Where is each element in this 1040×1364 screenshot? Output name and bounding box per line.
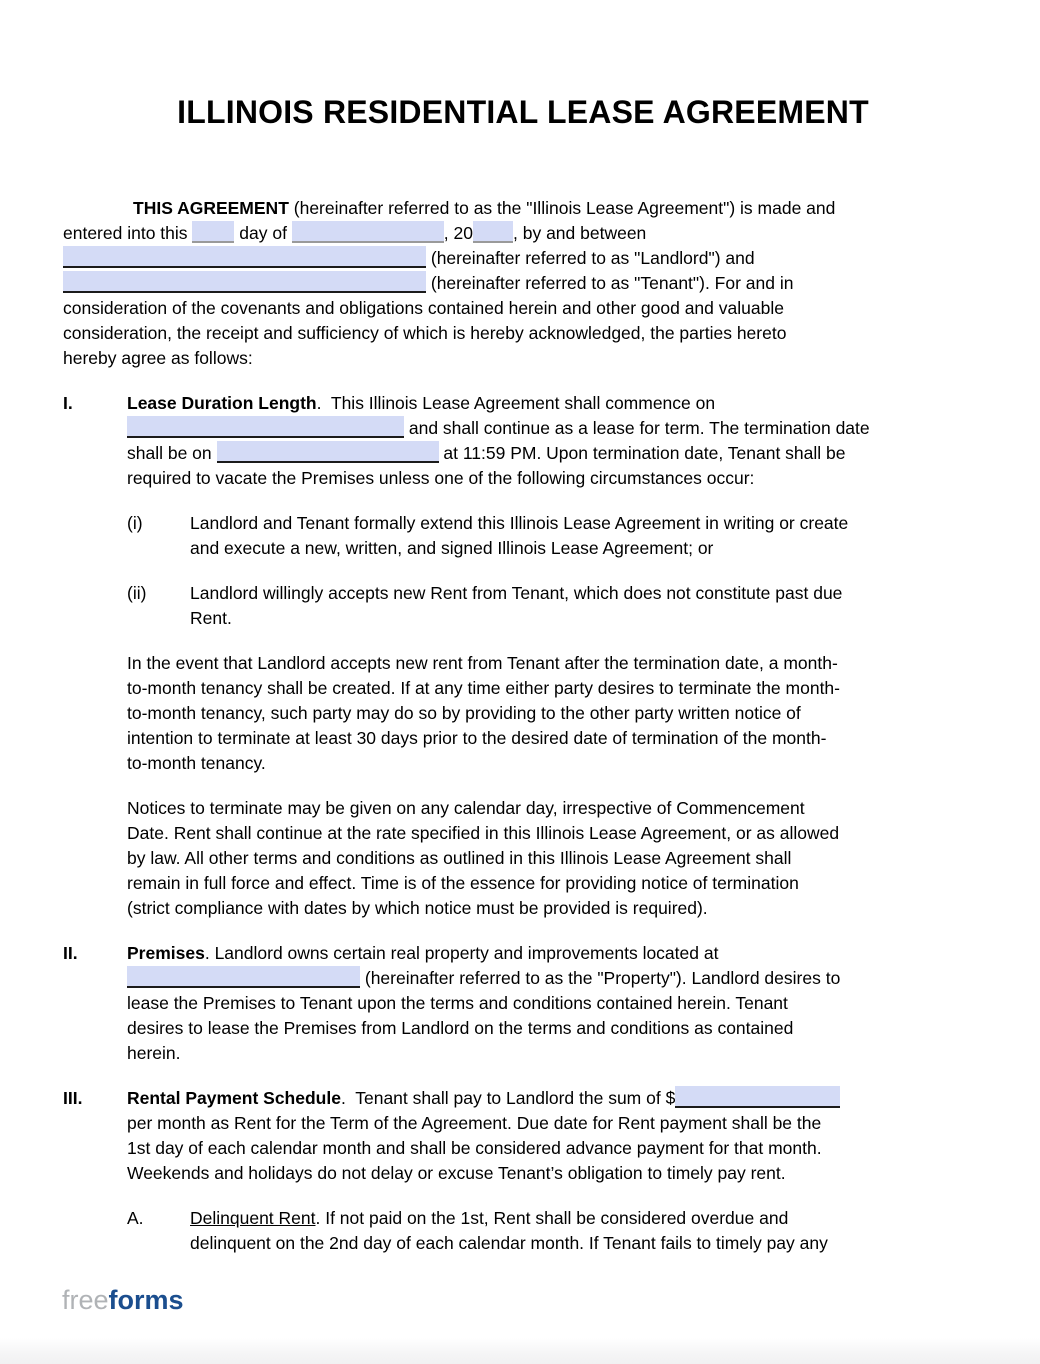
subitem-i-line-1 (190, 511, 983, 536)
intro-paragraph-line-7 (63, 346, 983, 371)
blank-fill-in-field[interactable] (675, 1086, 840, 1108)
text-run: herein. (127, 1043, 181, 1063)
section-premises-label: II. (63, 943, 78, 963)
text-run: required to vacate the Premises unless one of the following circumstances occur: (127, 468, 755, 488)
text-run: THIS AGREEMENT (133, 198, 289, 218)
text-run: , 20 (443, 223, 473, 243)
text-run: Landlord and Tenant formally extend this Illinois Lease Agreement in writing or create (190, 513, 849, 533)
blank-fill-in-field[interactable] (217, 441, 439, 463)
section-rental-payment-schedule-line-1 (127, 1086, 983, 1111)
document-title: ILLINOIS RESIDENTIAL LEASE AGREEMENT (177, 94, 869, 130)
blank-fill-in-field[interactable] (127, 966, 360, 988)
subitem-ii-label: (ii) (127, 583, 147, 603)
paragraph-notices-line-4 (127, 871, 983, 896)
paragraph-month-to-month (127, 651, 983, 776)
text-run: Rent. (190, 608, 232, 628)
intro-paragraph-line-6 (63, 321, 983, 346)
section-rental-payment-schedule-line-3 (127, 1136, 983, 1161)
text-run: 1st day of each calendar month and shall be considered advance payment for that month. (127, 1138, 822, 1158)
page-bottom-edge (0, 1338, 1040, 1364)
document-body (63, 0, 983, 1276)
text-run: intention to terminate at least 30 days prior to the desired date of termination of the month- (127, 728, 827, 748)
text-run: to-month tenancy, such party may do so by providing to the other party written notice of (127, 703, 801, 723)
subitem-a-delinquent-rent (127, 1206, 983, 1256)
subitem-a-delinquent-rent-line-2 (190, 1231, 983, 1256)
blank-fill-in-field[interactable] (473, 221, 513, 243)
subitem-i-label: (i) (127, 513, 143, 533)
blank-fill-in-field[interactable] (292, 221, 444, 243)
text-run: Notices to terminate may be given on any calendar day, irrespective of Commencement (127, 798, 805, 818)
text-run: and shall continue as a lease for term. The termination date (404, 418, 870, 438)
text-run: . If not paid on the 1st, Rent shall be considered overdue and (315, 1208, 789, 1228)
text-run: by law. All other terms and conditions as outlined in this Illinois Lease Agreement shall (127, 848, 792, 868)
text-run: (hereinafter referred to as the "Property"). Landlord desires to (360, 968, 841, 988)
blank-fill-in-field[interactable] (63, 246, 426, 268)
text-run: Landlord willingly accepts new Rent from Tenant, which does not constitute past due (190, 583, 843, 603)
text-run: consideration of the covenants and obligations contained herein and other good and valuable (63, 298, 784, 318)
subitem-i-line-2 (190, 536, 983, 561)
section-lease-duration-line-3 (127, 441, 983, 466)
text-run: lease the Premises to Tenant upon the terms and conditions contained herein. Tenant (127, 993, 788, 1013)
subitem-ii-line-1 (190, 581, 983, 606)
section-premises-line-3 (127, 991, 983, 1016)
text-run: remain in full force and effect. Time is of the essence for providing notice of termination (127, 873, 799, 893)
text-run: Delinquent Rent (190, 1208, 316, 1228)
text-run: desires to lease the Premises from Landlord on the terms and conditions as contained (127, 1018, 794, 1038)
logo-forms-text: forms (108, 1285, 184, 1315)
paragraph-notices-line-1 (127, 796, 983, 821)
section-premises (63, 941, 983, 1066)
text-run: . Tenant shall pay to Landlord the sum of $ (340, 1088, 676, 1108)
section-lease-duration (63, 391, 983, 491)
text-run: Date. Rent shall continue at the rate specified in this Illinois Lease Agreement, or as allowed (127, 823, 840, 843)
blank-fill-in-field[interactable] (192, 221, 234, 243)
intro-paragraph-line-5 (63, 296, 983, 321)
paragraph-month-to-month-line-2 (127, 676, 983, 701)
text-run: shall be on (127, 443, 217, 463)
text-run: at 11:59 PM. Upon termination date, Tenant shall be (438, 443, 846, 463)
text-run: entered into this (63, 223, 193, 243)
text-run: , by and between (513, 223, 647, 243)
text-run: (hereinafter referred to as "Tenant"). For and in (426, 273, 794, 293)
section-premises-line-5 (127, 1041, 983, 1066)
paragraph-month-to-month-line-4 (127, 726, 983, 751)
text-run: to-month tenancy. (127, 753, 266, 773)
logo-free-text: free (62, 1285, 109, 1315)
subitem-a-delinquent-rent-line-1 (190, 1206, 983, 1231)
section-rental-payment-schedule-line-2 (127, 1111, 983, 1136)
text-run: (hereinafter referred to as the "Illinois Lease Agreement") is made and (288, 198, 836, 218)
text-run: and execute a new, written, and signed Illinois Lease Agreement; or (190, 538, 714, 558)
section-lease-duration-line-1 (127, 391, 983, 416)
subitem-ii-line-2 (190, 606, 983, 631)
intro-paragraph-line-3 (63, 246, 983, 271)
text-run: delinquent on the 2nd day of each calendar month. If Tenant fails to timely pay any (190, 1233, 828, 1253)
paragraph-notices-line-5 (127, 896, 983, 921)
text-run: Rental Payment Schedule (127, 1088, 341, 1108)
text-run: Premises (127, 943, 205, 963)
paragraph-notices-line-3 (127, 846, 983, 871)
subitem-ii (127, 581, 983, 631)
section-lease-duration-line-4 (127, 466, 983, 491)
section-premises-line-2 (127, 966, 983, 991)
text-run: consideration, the receipt and sufficiency of which is hereby acknowledged, the parties hereto (63, 323, 787, 343)
text-run: . Landlord owns certain real property and improvements located at (204, 943, 719, 963)
paragraph-month-to-month-line-1 (127, 651, 983, 676)
paragraph-notices-line-2 (127, 821, 983, 846)
text-run: to-month tenancy shall be created. If at any time either party desires to terminate the month- (127, 678, 840, 698)
subitem-i (127, 511, 983, 561)
section-premises-line-1 (127, 941, 983, 966)
blank-fill-in-field[interactable] (63, 271, 426, 293)
text-run: . This Illinois Lease Agreement shall commence on (316, 393, 716, 413)
text-run: hereby agree as follows: (63, 348, 253, 368)
section-lease-duration-line-2 (127, 416, 983, 441)
paragraph-month-to-month-line-5 (127, 751, 983, 776)
text-run: Weekends and holidays do not delay or excuse Tenant’s obligation to timely pay rent. (127, 1163, 786, 1183)
text-run: (strict compliance with dates by which notice must be provided is required). (127, 898, 708, 918)
freeforms-logo (62, 1284, 184, 1316)
paragraph-notices (127, 796, 983, 921)
text-run: per month as Rent for the Term of the Agreement. Due date for Rent payment shall be the (127, 1113, 822, 1133)
text-run: In the event that Landlord accepts new rent from Tenant after the termination date, a month- (127, 653, 838, 673)
text-run: (hereinafter referred to as "Landlord") and (426, 248, 755, 268)
text-run: day of (234, 223, 292, 243)
subitem-a-delinquent-rent-label: A. (127, 1208, 144, 1228)
intro-paragraph-line-2 (63, 221, 983, 246)
intro-paragraph (63, 196, 983, 371)
text-run: Lease Duration Length (127, 393, 317, 413)
blank-fill-in-field[interactable] (127, 416, 404, 438)
intro-paragraph-line-4 (63, 271, 983, 296)
section-lease-duration-label: I. (63, 393, 73, 413)
section-rental-payment-schedule-line-4 (127, 1161, 983, 1186)
paragraph-month-to-month-line-3 (127, 701, 983, 726)
section-rental-payment-schedule (63, 1086, 983, 1186)
section-premises-line-4 (127, 1016, 983, 1041)
section-rental-payment-schedule-label: III. (63, 1088, 83, 1108)
intro-paragraph-line-1 (63, 196, 983, 221)
